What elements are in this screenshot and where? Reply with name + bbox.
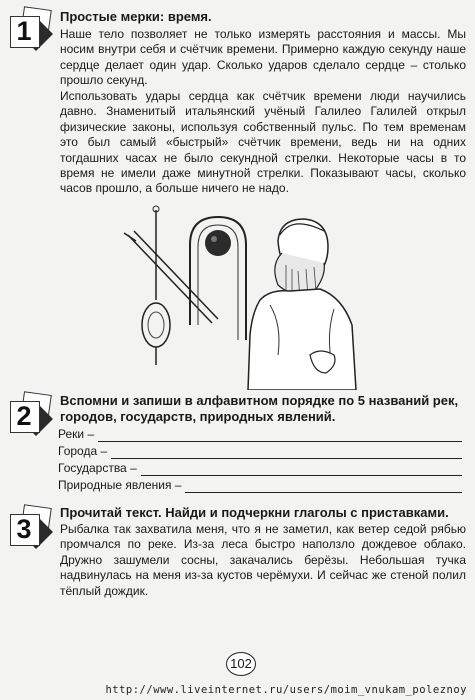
task-3-title: Прочитай текст. Найди и подчеркни глаголы с приставками. bbox=[60, 505, 449, 520]
task-2-number: 2 bbox=[16, 401, 32, 431]
source-url: http://www.liveinternet.ru/users/moim_vnukam_poleznoy bbox=[105, 684, 467, 696]
task-1-paragraph-2: Использовать удары сердца как счётчик времени люди научились давно. Знаменитый итальянский учёный Галилео Галилей открыл физические законы, используя собственный пульс. По тем временам это был самый «быстрый» счётчик времени, ведь ни на одних тогдашних часах не было секундной стрелки. Некоторые часы в то время не имели даже минутной стрелки. Показывают часы, сколько часов прошло, а больше ничего не надо. bbox=[60, 89, 466, 196]
task-1-title: Простые мерки: время. bbox=[60, 9, 212, 24]
rivers-answer-line[interactable]: Реки – bbox=[58, 426, 462, 442]
natural-phenomena-answer-line[interactable]: Природные явления – bbox=[58, 477, 462, 493]
page-number: 102 bbox=[226, 652, 256, 676]
task-3-badge bbox=[8, 506, 52, 550]
task-1-paragraph-1: Наше тело позволяет не только измерять расстояния и массы. Мы носим внутри себя и счётчик времени. Примерно каждую секунду наше сердце делает один удар. Сколько ударов сделало сердце – столько прошло секунд. bbox=[60, 27, 466, 88]
cities-answer-line[interactable]: Города – bbox=[58, 443, 462, 459]
task-1-number: 1 bbox=[16, 16, 32, 46]
task-2-badge bbox=[8, 393, 52, 437]
task-1-badge bbox=[8, 8, 52, 52]
task-3-paragraph: Рыбалка так захватила меня, что я не заметил, как ветер седой рябью промчался по реке. Из-за леса быстро наползло дождевое облако. Дружно зашумели сосны, закачались берёзы. Небольшая тучка надвинулась на меня из-за кустов черёмухи. И сейчас же стеной полил тёплый дождик. bbox=[60, 522, 466, 598]
galileo-illustration bbox=[120, 205, 360, 390]
states-answer-line[interactable]: Государства – bbox=[58, 460, 462, 476]
task-2-title: Вспомни и запиши в алфавитном порядке по 5 названий рек, городов, государств, природных явлений. bbox=[60, 393, 459, 424]
task-3-number: 3 bbox=[16, 514, 32, 544]
